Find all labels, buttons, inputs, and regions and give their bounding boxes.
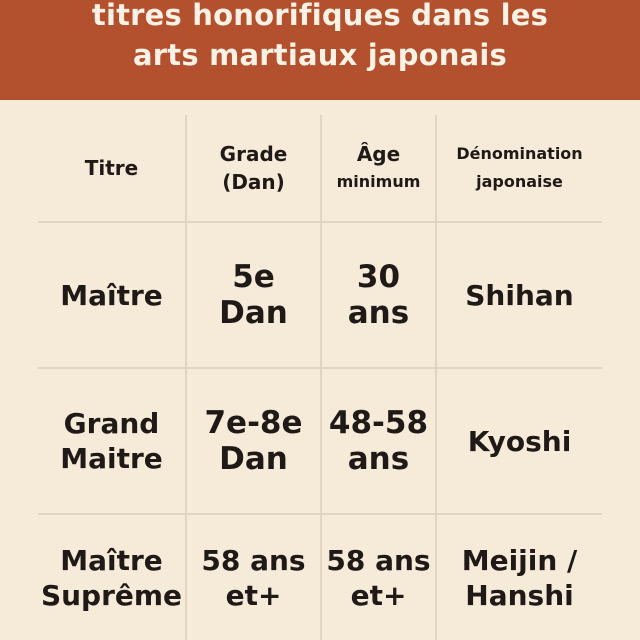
cell-text: ans — [347, 295, 410, 331]
page-title-line-1: titres honorifiques dans les — [91, 0, 549, 32]
title-banner — [0, 0, 640, 100]
column-header-sublabel: japonaise — [476, 172, 563, 191]
table-row-1-denomination — [437, 223, 602, 367]
cell-text: Meijin / — [461, 543, 578, 577]
column-header-sublabel: minimum — [336, 172, 421, 191]
cell-text: Maître — [60, 543, 163, 577]
cell-text: 5e — [232, 259, 275, 295]
page-title-line-2: arts martiaux japonais — [132, 38, 507, 72]
titles-table — [38, 115, 602, 640]
column-header-label: Dénomination — [456, 144, 583, 163]
column-header-label: Âge — [356, 142, 401, 166]
cell-text: 30 — [356, 259, 401, 295]
cell-text: Shihan — [465, 278, 574, 312]
table-row-3-denomination — [437, 515, 602, 640]
table-row-2-denomination — [437, 369, 602, 513]
table-row-3-age — [322, 515, 435, 640]
column-header-sublabel: (Dan) — [222, 170, 285, 194]
cell-text: Suprême — [40, 578, 183, 612]
cell-text: et+ — [350, 578, 407, 612]
cell-text: Dan — [219, 441, 288, 477]
cell-text: 48-58 — [328, 405, 429, 441]
table-row-1-age — [322, 223, 435, 367]
cell-text: 58 ans — [326, 543, 431, 577]
cell-text: Dan — [219, 295, 288, 331]
column-header-label: Titre — [84, 156, 139, 180]
column-header-age — [322, 115, 435, 221]
column-header-titre — [38, 115, 185, 221]
column-header-denomination — [437, 115, 602, 221]
cell-text: Maître — [60, 278, 163, 312]
table-row-3-grade — [187, 515, 320, 640]
cell-text: Kyoshi — [467, 424, 572, 458]
table-row-2-age — [322, 369, 435, 513]
table-row-1-grade — [187, 223, 320, 367]
table-row-1-titre — [38, 223, 185, 367]
cell-text: Hanshi — [465, 578, 574, 612]
column-header-label: Grade — [219, 142, 288, 166]
cell-text: 7e-8e — [204, 405, 303, 441]
table-row-2-grade — [187, 369, 320, 513]
cell-text: Grand — [63, 407, 160, 440]
table-row-2-titre — [38, 369, 185, 513]
cell-text: 58 ans — [201, 543, 306, 577]
cell-text: et+ — [225, 578, 282, 612]
column-header-grade — [187, 115, 320, 221]
cell-text: Maitre — [60, 442, 163, 475]
cell-text: ans — [347, 441, 410, 477]
table-row-3-titre — [38, 515, 185, 640]
